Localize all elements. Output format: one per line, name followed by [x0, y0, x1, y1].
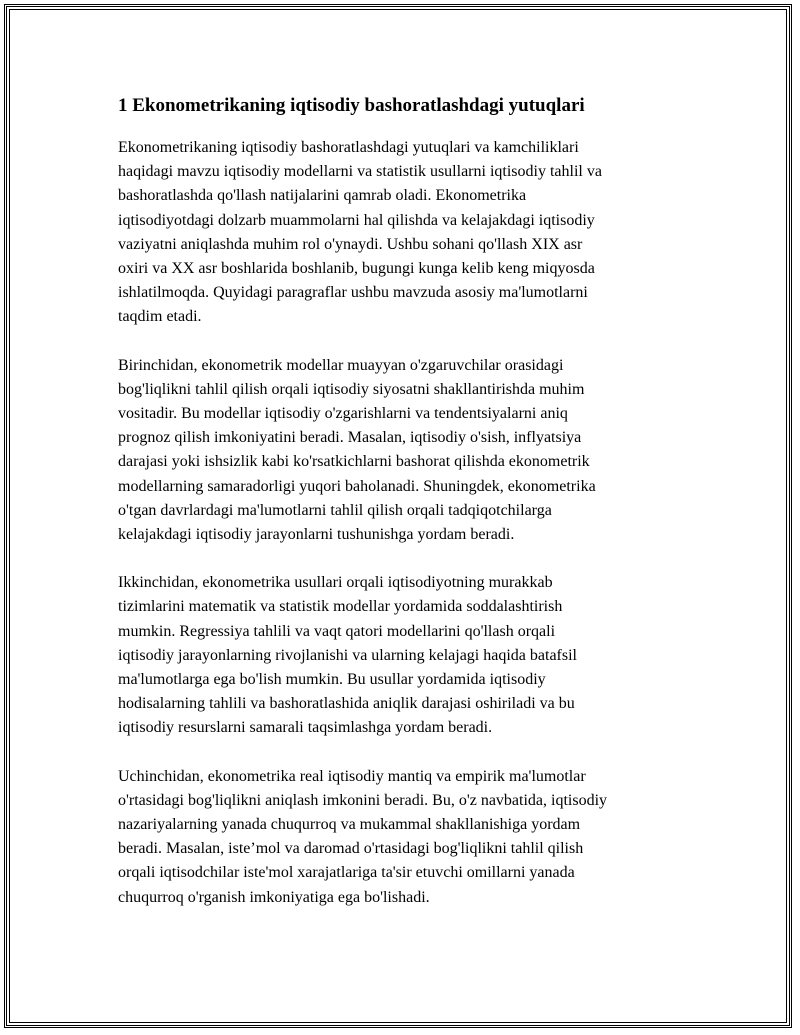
text-line: haqidagi mavzu iqtisodiy modellarni va statistik usullarni iqtisodiy tahlil va [118, 163, 602, 181]
paragraph-2 [118, 354, 698, 548]
text-line: o'tgan davrlardagi ma'lumotlarni tahlil qilish orqali tadqiqotchilarga [118, 501, 552, 519]
text-line: mumkin. Regressiya tahlili va vaqt qatori modellarini qo'llash orqali [118, 622, 556, 640]
text-line: prognoz qilish imkoniyatini beradi. Masalan, iqtisodiy o'sish, inflyatsiya [118, 429, 582, 447]
text-line: modellarning samaradorligi yuqori baholanadi. Shuningdek, ekonometrika [118, 477, 596, 495]
text-line: ma'lumotlarga ega bo'lish mumkin. Bu usullar yordamida iqtisodiy [118, 671, 546, 689]
section-heading: 1 Ekonometrikaning iqtisodiy bashoratlashdagi yutuqlari [118, 95, 585, 116]
text-line: nazariyalarning yanada chuqurroq va mukammal shakllanishiga yordam [118, 816, 581, 834]
text-line: o'rtasidagi bog'liqlikni aniqlash imkonini beradi. Bu, o'z navbatida, iqtisodiy [118, 791, 608, 809]
text-line: chuqurroq o'rganish imkoniyatiga ega bo'lishadi. [118, 888, 430, 906]
text-line: bog'liqlikni tahlil qilish orqali iqtisodiy siyosatni shakllantirishda muhim [118, 380, 585, 398]
text-line: taqdim etadi. [118, 308, 202, 326]
text-line: beradi. Masalan, iste’mol va daromad o'rtasidagi bog'liqlikni tahlil qilish [118, 840, 584, 858]
text-line: iqtisodiyotdagi dolzarb muammolarni hal qilishda va kelajakdagi iqtisodiy [118, 211, 595, 229]
text-line: Uchinchidan, ekonometrika real iqtisodiy mantiq va empirik ma'lumotlar [118, 767, 586, 785]
text-line: bashoratlashda qo'llash natijalarini qamrab oladi. Ekonometrika [118, 187, 527, 205]
text-line: vaziyatni aniqlashda muhim rol o'ynaydi. Ushbu sohani qo'llash XIX asr [118, 235, 583, 253]
paragraph-1 [118, 136, 698, 330]
text-line: Birinchidan, ekonometrik modellar muayyan o'zgaruvchilar orasidagi [118, 356, 564, 374]
text-line: tizimlarini matematik va statistik modellar yordamida soddalashtirish [118, 598, 563, 616]
document-body [118, 94, 698, 934]
text-line: iqtisodiy resurslarni samarali taqsimlashga yordam beradi. [118, 719, 493, 737]
paragraph-4 [118, 765, 698, 910]
text-line: vositadir. Bu modellar iqtisodiy o'zgarishlarni va tendentsiyalarni aniq [118, 405, 568, 423]
text-line: Ekonometrikaning iqtisodiy bashoratlashdagi yutuqlari va kamchiliklari [118, 139, 579, 156]
text-line: oxiri va XX asr boshlarida boshlanib, bugungi kunga kelib keng miqyosda [118, 260, 595, 278]
text-line: orqali iqtisodchilar iste'mol xarajatlariga ta'sir etuvchi omillarni yanada [118, 864, 575, 882]
text-line: iqtisodiy jarayonlarning rivojlanishi va ularning kelajagi haqida batafsil [118, 646, 577, 664]
paragraph-3 [118, 571, 698, 740]
text-line: ishlatilmoqda. Quyidagi paragraflar ushbu mavzuda asosiy ma'lumotlarni [118, 284, 588, 302]
text-line: darajasi yoki ishsizlik kabi ko'rsatkichlarni bashorat qilishda ekonometrik [118, 453, 590, 471]
text-line: hodisalarning tahlili va bashoratlashida aniqlik darajasi oshiriladi va bu [118, 695, 575, 713]
text-line: kelajakdagi iqtisodiy jarayonlarni tushunishga yordam beradi. [118, 526, 515, 544]
text-line: Ikkinchidan, ekonometrika usullari orqali iqtisodiyotning murakkab [118, 574, 553, 592]
